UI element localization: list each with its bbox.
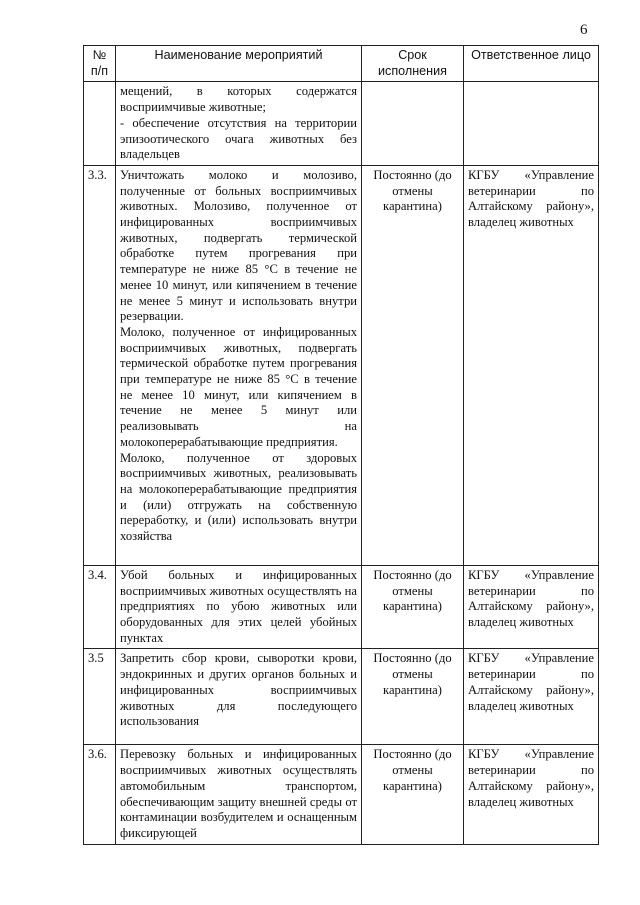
row-number: 3.6. bbox=[84, 745, 116, 844]
table-row bbox=[84, 649, 599, 745]
responsible-party: КГБУ «Управление ветеринарии по Алтайскому району», владелец животных bbox=[464, 565, 599, 649]
responsible-party bbox=[464, 82, 599, 166]
execution-term: Постоянно (до отмены карантина) bbox=[362, 165, 464, 565]
measures-table bbox=[83, 45, 599, 845]
row-number bbox=[84, 82, 116, 166]
measure-paragraph: Запретить сбор крови, сыворотки крови, эндокринных и других органов больных и инфицированных восприимчивых животных для последующего использования bbox=[120, 651, 357, 729]
header-num: № п/п bbox=[84, 46, 116, 82]
measure-paragraph: Убой больных и инфицированных восприимчивых животных осуществлять на предприятиях по убою животных или оборудованных для этих целей убойных пунктах bbox=[120, 567, 357, 645]
row-number: 3.4. bbox=[84, 565, 116, 649]
table-row bbox=[84, 745, 599, 844]
measure-description bbox=[116, 745, 362, 844]
header-term: Срок исполнения bbox=[362, 46, 464, 82]
measure-paragraph: Перевозку больных и инфицированных восприимчивых животных осуществлять автомобильным транспортом, обеспечивающим защиту внешней среды от контаминации возбудителем и оснащенным фиксирующей bbox=[120, 747, 357, 840]
table-row bbox=[84, 565, 599, 649]
execution-term: Постоянно (до отмены карантина) bbox=[362, 745, 464, 844]
measure-description bbox=[116, 82, 362, 166]
measure-paragraph: - обеспечение отсутствия на территории эпизоотического очага животных без владельцев bbox=[120, 115, 357, 162]
responsible-party: КГБУ «Управление ветеринарии по Алтайскому району», владелец животных bbox=[464, 165, 599, 565]
row-number: 3.3. bbox=[84, 165, 116, 565]
measure-paragraph: Уничтожать молоко и молозиво, полученные от больных восприимчивых животных. Молозиво, полученное от инфицированных восприимчивых животных, подвергать термической обработке путем прогревания при температуре не ниже 85 °C в течение не менее 10 минут, или кипячением в течение не менее 5 минут и использовать внутри резервации. bbox=[120, 167, 357, 324]
row-number: 3.5 bbox=[84, 649, 116, 745]
execution-term: Постоянно (до отмены карантина) bbox=[362, 565, 464, 649]
measure-paragraph: Молоко, полученное от здоровых восприимчивых животных, реализовывать на молокоперерабатывающие предприятия и (или) отгружать на собственную переработку, и (или) использовать внутри хозяйства bbox=[120, 450, 357, 544]
responsible-party: КГБУ «Управление ветеринарии по Алтайскому району», владелец животных bbox=[464, 745, 599, 844]
measure-description bbox=[116, 565, 362, 649]
table-header-row bbox=[84, 46, 599, 82]
execution-term: Постоянно (до отмены карантина) bbox=[362, 649, 464, 745]
header-responsible: Ответственное лицо bbox=[464, 46, 599, 82]
execution-term bbox=[362, 82, 464, 166]
table-row bbox=[84, 82, 599, 166]
header-name: Наименование мероприятий bbox=[116, 46, 362, 82]
responsible-party: КГБУ «Управление ветеринарии по Алтайскому району», владелец животных bbox=[464, 649, 599, 745]
page-number: 6 bbox=[580, 22, 588, 38]
table-row bbox=[84, 165, 599, 565]
table-body bbox=[84, 82, 599, 844]
measure-paragraph: мещений, в которых содержатся восприимчивые животные; bbox=[120, 84, 357, 115]
measure-paragraph: Молоко, полученное от инфицированных восприимчивых животных, подвергать термической обработке путем прогревания при температуре не ниже 85 °C в течение не менее 10 минут, или кипячением в течение не менее 5 минут или реализовывать на молокоперерабатывающие предприятия. bbox=[120, 324, 357, 449]
measure-description bbox=[116, 649, 362, 745]
measure-description bbox=[116, 165, 362, 565]
